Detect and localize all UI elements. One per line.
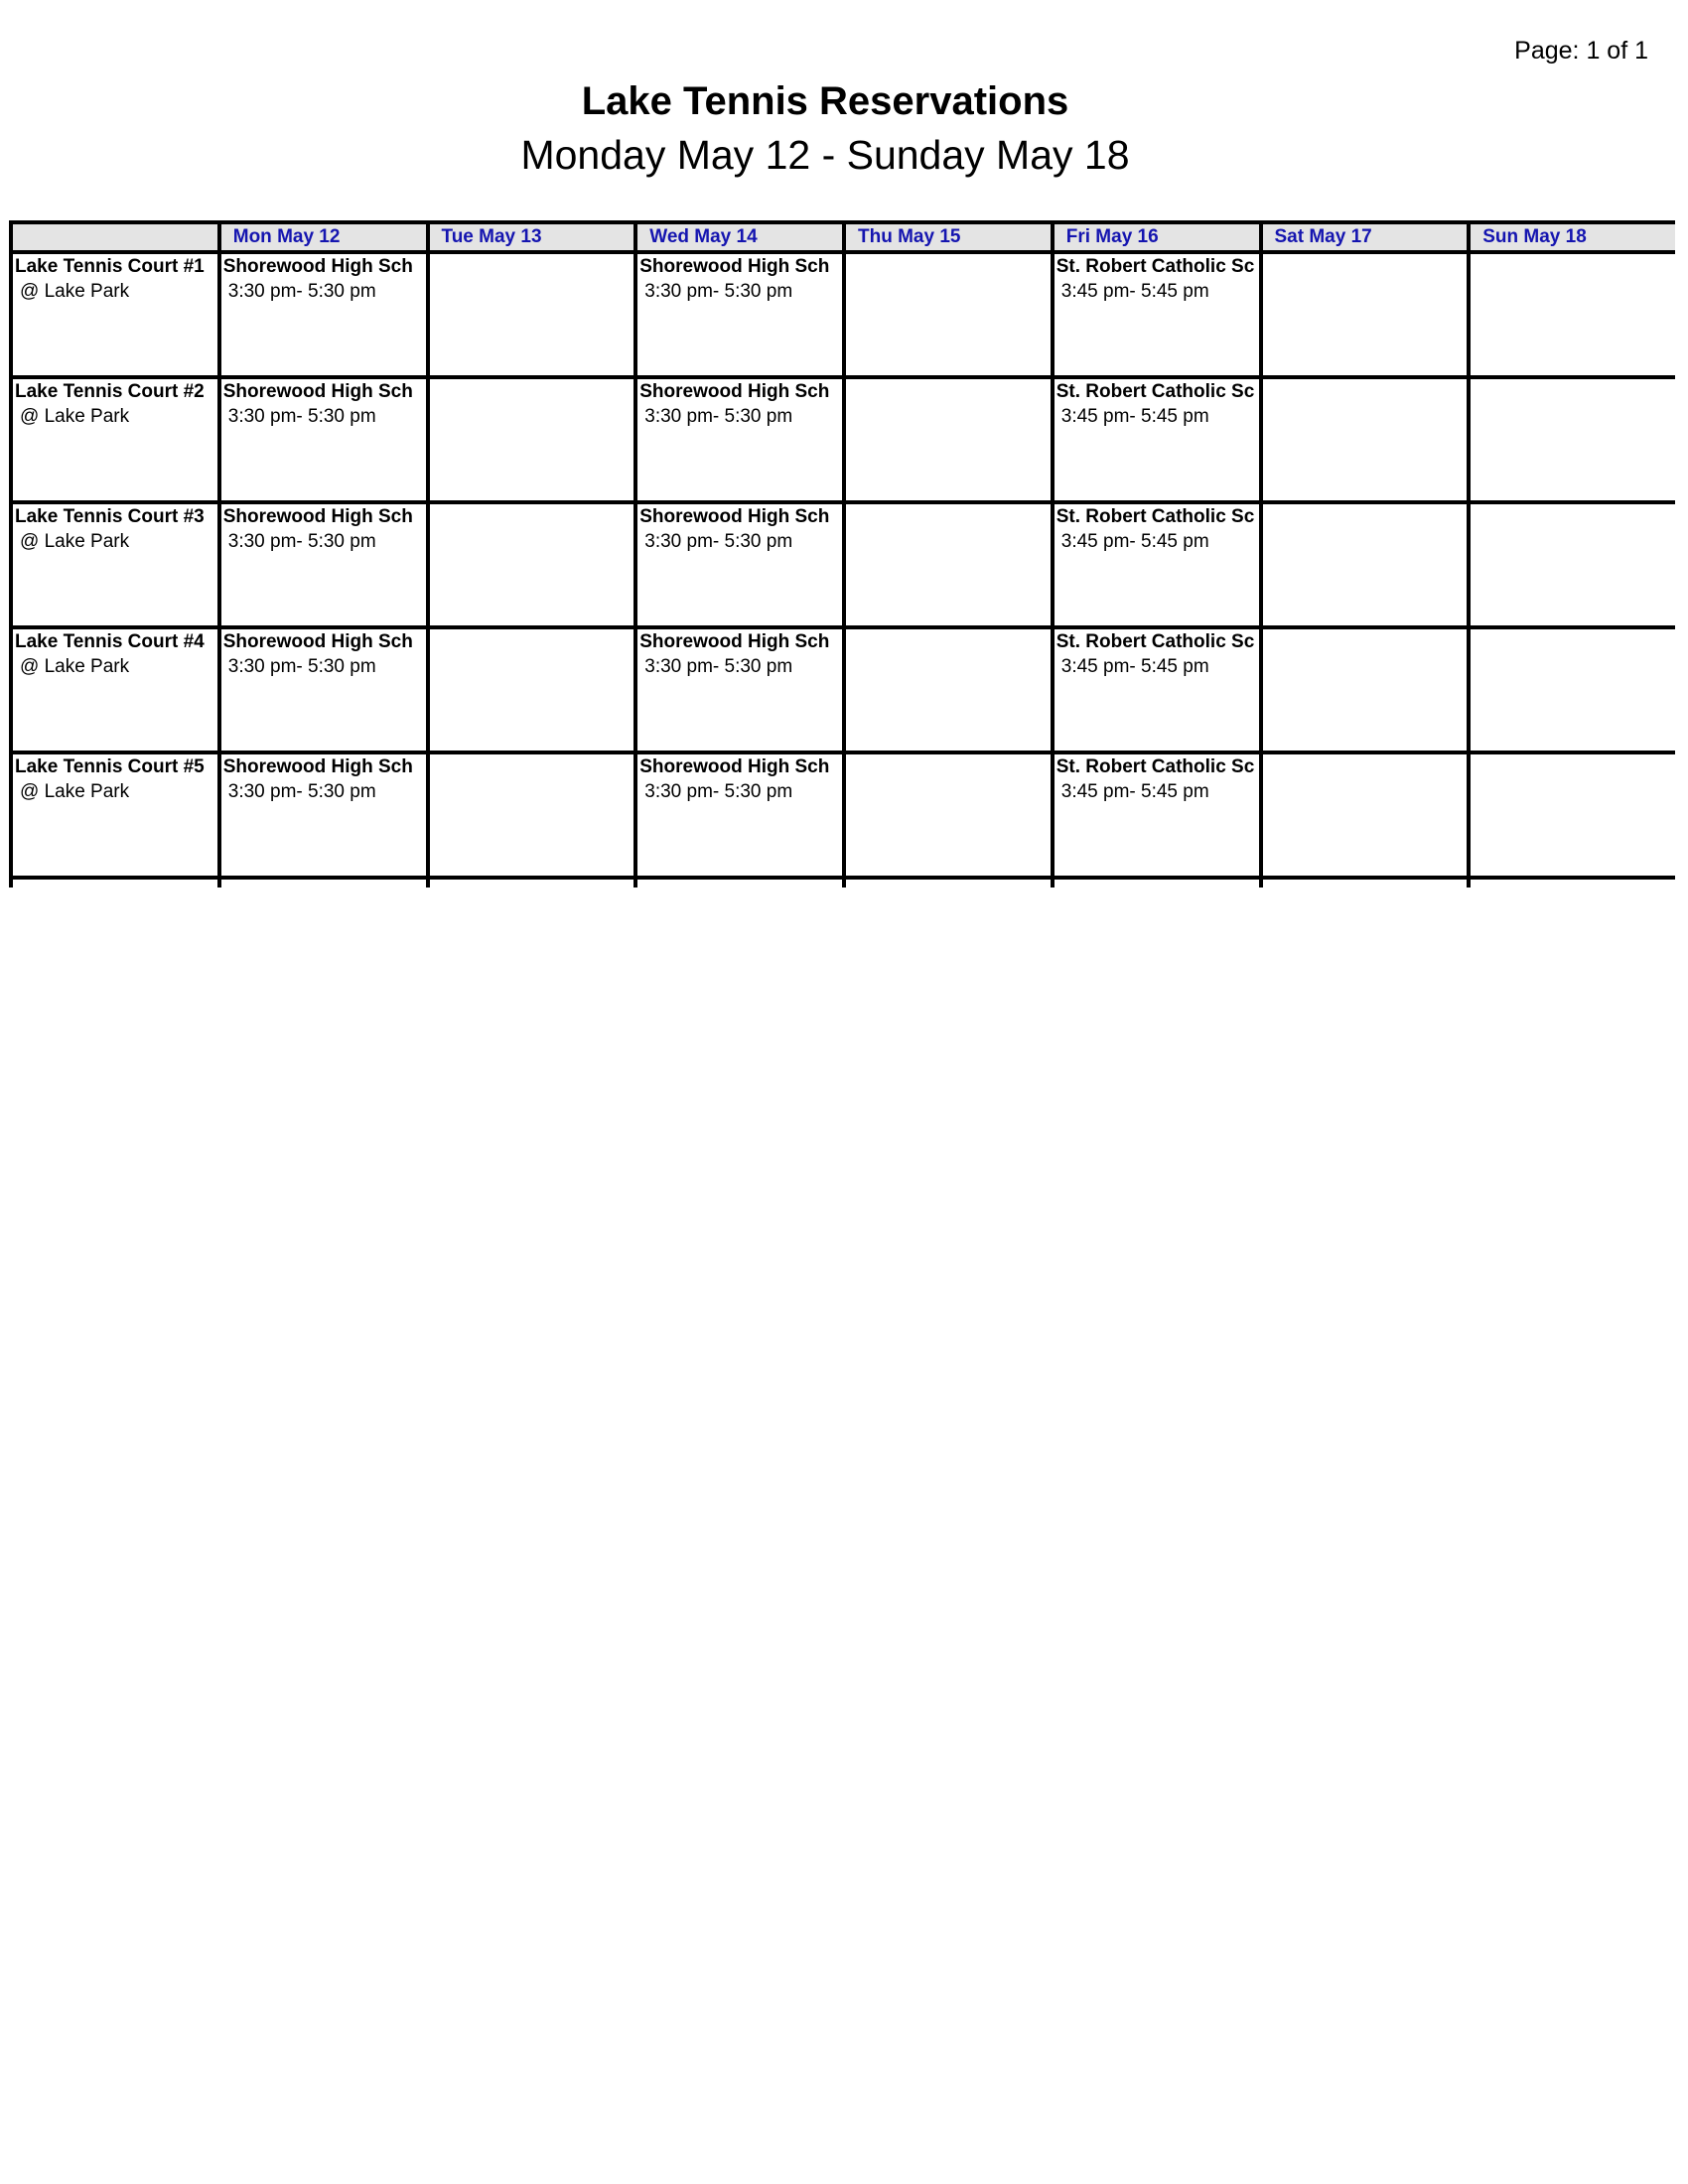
court-location: @ Lake Park [20,406,130,427]
empty-cell [1469,878,1675,887]
reservation-cell [635,252,844,377]
reservation-time: 3:30 pm- 5:30 pm [644,531,793,552]
reservation-org: St. Robert Catholic Sc [1055,256,1255,277]
table-row-partial [11,878,1675,887]
reservation-cell [219,502,428,627]
empty-cell [428,878,636,887]
reservation-cell [1053,252,1261,377]
day-header-tue: Tue May 13 [428,222,636,252]
reservation-cell [635,502,844,627]
court-name: Lake Tennis Court #2 [15,381,205,402]
reservation-cell [219,252,428,377]
court-cell [11,502,219,627]
court-name: Lake Tennis Court #1 [15,256,205,277]
reservation-org: Shorewood High Sch [222,631,413,652]
reservation-cell [1053,377,1261,502]
empty-cell [1261,878,1470,887]
reservation-time: 3:45 pm- 5:45 pm [1060,531,1209,552]
empty-cell [635,878,844,887]
reservation-time: 3:30 pm- 5:30 pm [644,406,793,427]
empty-cell [1261,252,1470,377]
reservation-cell [1053,752,1261,878]
reservation-grid [9,220,1675,887]
court-cell [11,627,219,752]
court-cell [11,377,219,502]
reservation-org: St. Robert Catholic Sc [1055,506,1255,527]
date-range-subtitle: Monday May 12 - Sunday May 18 [520,132,1130,178]
empty-cell [844,752,1053,878]
court-name: Lake Tennis Court #3 [15,506,205,527]
empty-cell [1053,878,1261,887]
empty-cell [428,252,636,377]
empty-cell [1469,752,1675,878]
reservation-cell [635,752,844,878]
page-title: Lake Tennis Reservations [581,79,1069,123]
empty-cell [1469,377,1675,502]
corner-header-cell [11,222,219,252]
empty-cell [844,878,1053,887]
header-row [11,222,1675,252]
reservation-org: St. Robert Catholic Sc [1055,756,1255,777]
court-name: Lake Tennis Court #4 [15,631,205,652]
day-header-mon: Mon May 12 [219,222,428,252]
empty-cell [428,377,636,502]
reservation-time: 3:45 pm- 5:45 pm [1060,406,1209,427]
reservation-time: 3:30 pm- 5:30 pm [227,281,376,302]
table-row [11,502,1675,627]
empty-cell [844,502,1053,627]
reservation-cell [635,377,844,502]
court-cell [11,752,219,878]
day-header-sun: Sun May 18 [1469,222,1675,252]
court-name: Lake Tennis Court #5 [15,756,205,777]
empty-cell [11,878,219,887]
empty-cell [1469,502,1675,627]
reservation-org: Shorewood High Sch [639,381,830,402]
empty-cell [1261,377,1470,502]
court-location: @ Lake Park [20,531,130,552]
court-location: @ Lake Park [20,656,130,677]
court-location: @ Lake Park [20,281,130,302]
reservation-org: Shorewood High Sch [222,381,413,402]
page-number: Page: 1 of 1 [1514,37,1648,65]
empty-cell [219,878,428,887]
reservation-time: 3:30 pm- 5:30 pm [227,781,376,802]
empty-cell [1261,752,1470,878]
reservation-cell [219,377,428,502]
day-header-wed: Wed May 14 [635,222,844,252]
reservation-time: 3:30 pm- 5:30 pm [644,781,793,802]
table-row [11,752,1675,878]
reservation-cell [635,627,844,752]
empty-cell [428,502,636,627]
day-header-fri: Fri May 16 [1053,222,1261,252]
empty-cell [428,752,636,878]
reservation-cell [219,752,428,878]
reservation-org: Shorewood High Sch [222,256,413,277]
day-header-thu: Thu May 15 [844,222,1053,252]
reservation-org: Shorewood High Sch [639,631,830,652]
empty-cell [844,627,1053,752]
empty-cell [1469,627,1675,752]
reservation-time: 3:30 pm- 5:30 pm [227,656,376,677]
reservation-org: Shorewood High Sch [639,756,830,777]
empty-cell [844,377,1053,502]
reservation-org: St. Robert Catholic Sc [1055,631,1255,652]
schedule-table [9,220,1675,887]
reservation-org: Shorewood High Sch [639,256,830,277]
reservation-org: Shorewood High Sch [222,756,413,777]
empty-cell [1261,627,1470,752]
reservation-org: Shorewood High Sch [222,506,413,527]
court-cell [11,252,219,377]
reservation-cell [1053,627,1261,752]
day-header-sat: Sat May 17 [1261,222,1470,252]
empty-cell [844,252,1053,377]
table-row [11,252,1675,377]
reservation-time: 3:30 pm- 5:30 pm [644,281,793,302]
reservation-cell [1053,502,1261,627]
reservation-org: Shorewood High Sch [639,506,830,527]
reservation-cell [219,627,428,752]
reservation-time: 3:45 pm- 5:45 pm [1060,656,1209,677]
empty-cell [1261,502,1470,627]
table-row [11,627,1675,752]
court-location: @ Lake Park [20,781,130,802]
reservation-time: 3:45 pm- 5:45 pm [1060,281,1209,302]
table-row [11,377,1675,502]
reservation-time: 3:30 pm- 5:30 pm [227,406,376,427]
reservation-org: St. Robert Catholic Sc [1055,381,1255,402]
reservation-time: 3:45 pm- 5:45 pm [1060,781,1209,802]
reservation-time: 3:30 pm- 5:30 pm [227,531,376,552]
empty-cell [1469,252,1675,377]
reservation-time: 3:30 pm- 5:30 pm [644,656,793,677]
empty-cell [428,627,636,752]
